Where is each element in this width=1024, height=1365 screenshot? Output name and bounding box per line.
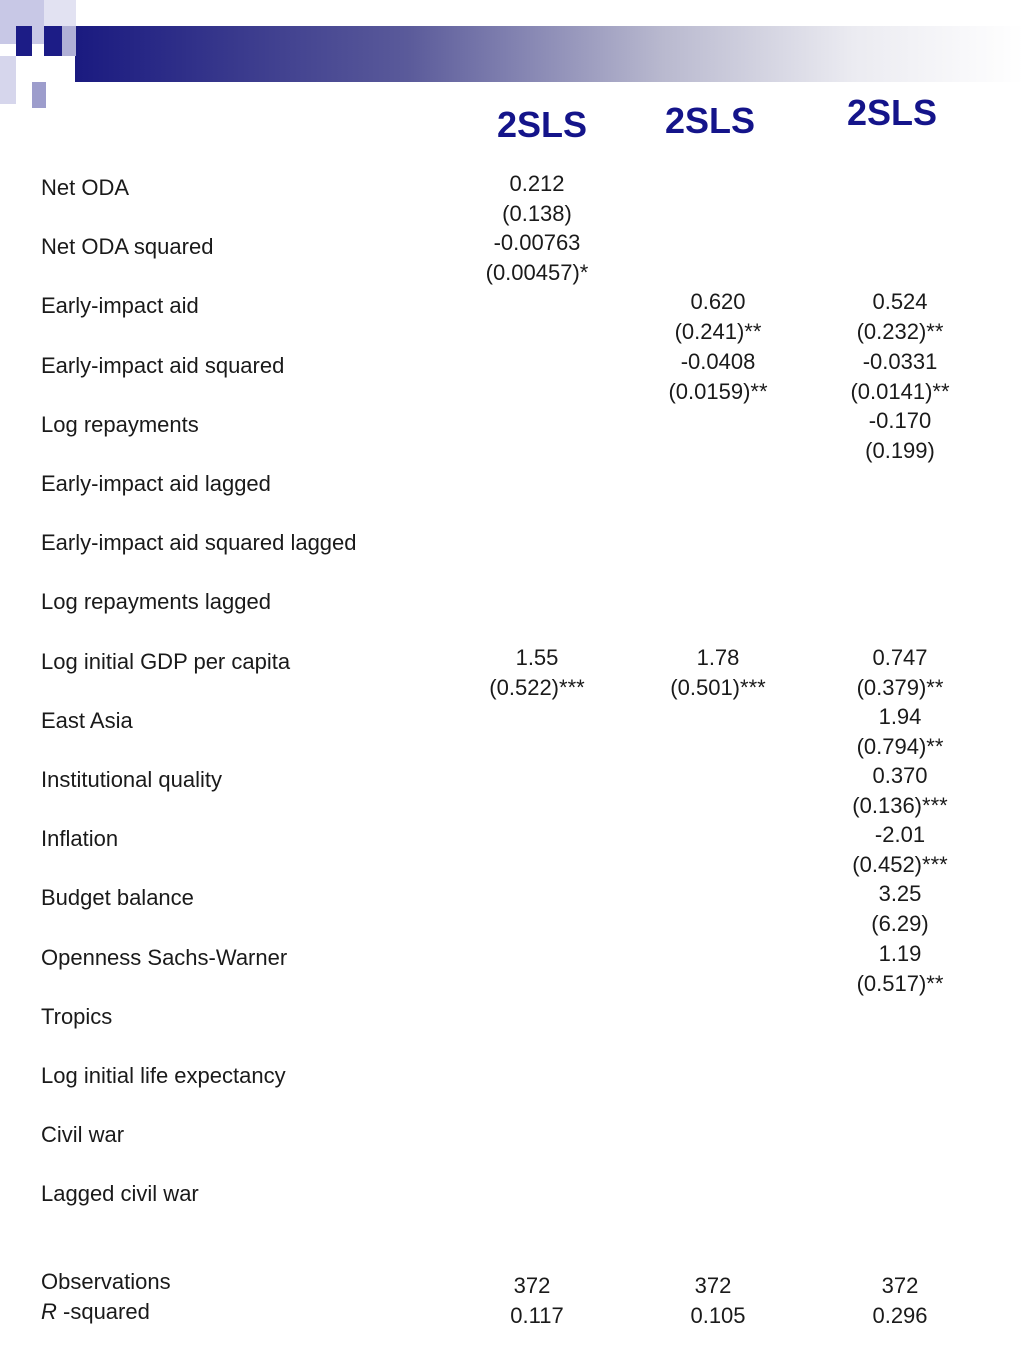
observations-label: Observations xyxy=(41,1269,171,1294)
row-label: Log initial GDP per capita xyxy=(41,648,291,674)
row-label: Log initial life expectancy xyxy=(41,1063,286,1088)
header-square-decoration xyxy=(44,0,76,26)
row-label: East Asia xyxy=(41,707,133,733)
row-label: Log repayments lagged xyxy=(41,589,271,615)
header-square-decoration xyxy=(32,82,46,108)
row-label: Civil war xyxy=(41,1122,125,1148)
r-squared-label-rest: -squared xyxy=(56,1299,150,1324)
header-gradient-band xyxy=(75,26,1024,82)
coefficient-value: 0.620 xyxy=(690,289,746,315)
standard-error-value: (0.452)*** xyxy=(852,852,948,878)
standard-error-value: (0.232)** xyxy=(856,319,944,345)
r-squared-label-italic: R xyxy=(41,1299,57,1324)
coefficient-value: -2.01 xyxy=(874,822,926,848)
coefficient-value: -0.0331 xyxy=(862,348,938,374)
column-header: 2SLS xyxy=(846,92,938,133)
r-squared-value: 0.296 xyxy=(872,1303,928,1328)
observations-value: 372 xyxy=(694,1273,732,1298)
coefficient-value: -0.170 xyxy=(868,407,932,433)
row-label: Inflation xyxy=(41,826,119,852)
row-label: Openness Sachs-Warner xyxy=(41,944,288,970)
standard-error-value: (0.241)** xyxy=(674,319,762,345)
coefficient-value: 0.370 xyxy=(872,763,928,788)
standard-error-value: (0.0159)** xyxy=(668,378,768,404)
coefficient-value: 1.19 xyxy=(878,940,922,966)
row-label: Lagged civil war xyxy=(41,1181,199,1207)
row-label: Early-impact aid squared lagged xyxy=(41,530,357,556)
r-squared-value: 0.117 xyxy=(510,1303,564,1328)
header-square-decoration xyxy=(44,26,62,56)
standard-error-value: (0.136)*** xyxy=(852,793,948,818)
row-label: Budget balance xyxy=(41,885,194,911)
r-squared-value: 0.105 xyxy=(690,1303,746,1328)
coefficient-value: 1.55 xyxy=(515,644,559,670)
row-label: Net ODA squared xyxy=(41,234,214,260)
observations-value: 372 xyxy=(513,1273,551,1298)
standard-error-value: (0.501)*** xyxy=(670,674,766,700)
standard-error-value: (0.522)*** xyxy=(489,674,585,700)
row-label: Early-impact aid lagged xyxy=(41,471,271,496)
coefficient-value: 0.747 xyxy=(872,644,928,670)
standard-error-value: (0.138) xyxy=(502,201,572,226)
column-header: 2SLS xyxy=(496,104,588,145)
column-header: 2SLS xyxy=(664,100,756,141)
standard-error-value: (0.0141)** xyxy=(850,378,950,404)
coefficient-value: -0.00763 xyxy=(493,230,581,256)
r-squared-label xyxy=(41,1299,150,1325)
header-square-decoration xyxy=(0,56,16,104)
coefficient-value: 1.94 xyxy=(878,703,922,729)
standard-error-value: (6.29) xyxy=(871,911,929,937)
standard-error-value: (0.00457)* xyxy=(485,260,589,286)
coefficient-value: 3.25 xyxy=(878,881,922,907)
standard-error-value: (0.517)** xyxy=(856,970,944,996)
coefficient-value: 1.78 xyxy=(696,644,740,670)
coefficient-value: -0.0408 xyxy=(680,348,756,374)
standard-error-value: (0.379)** xyxy=(856,674,944,700)
row-label: Early-impact aid squared xyxy=(41,352,285,378)
coefficient-value: 0.212 xyxy=(509,171,565,196)
standard-error-value: (0.794)** xyxy=(856,733,944,759)
header-square-decoration xyxy=(16,26,32,56)
row-label: Early-impact aid xyxy=(41,293,199,319)
observations-value: 372 xyxy=(881,1273,919,1298)
coefficient-value: 0.524 xyxy=(872,289,928,315)
row-label: Tropics xyxy=(41,1003,113,1029)
header-square-decoration xyxy=(62,26,76,56)
row-label: Institutional quality xyxy=(41,767,222,792)
standard-error-value: (0.199) xyxy=(865,437,935,463)
row-label: Net ODA xyxy=(41,175,130,200)
row-label: Log repayments xyxy=(41,411,199,437)
